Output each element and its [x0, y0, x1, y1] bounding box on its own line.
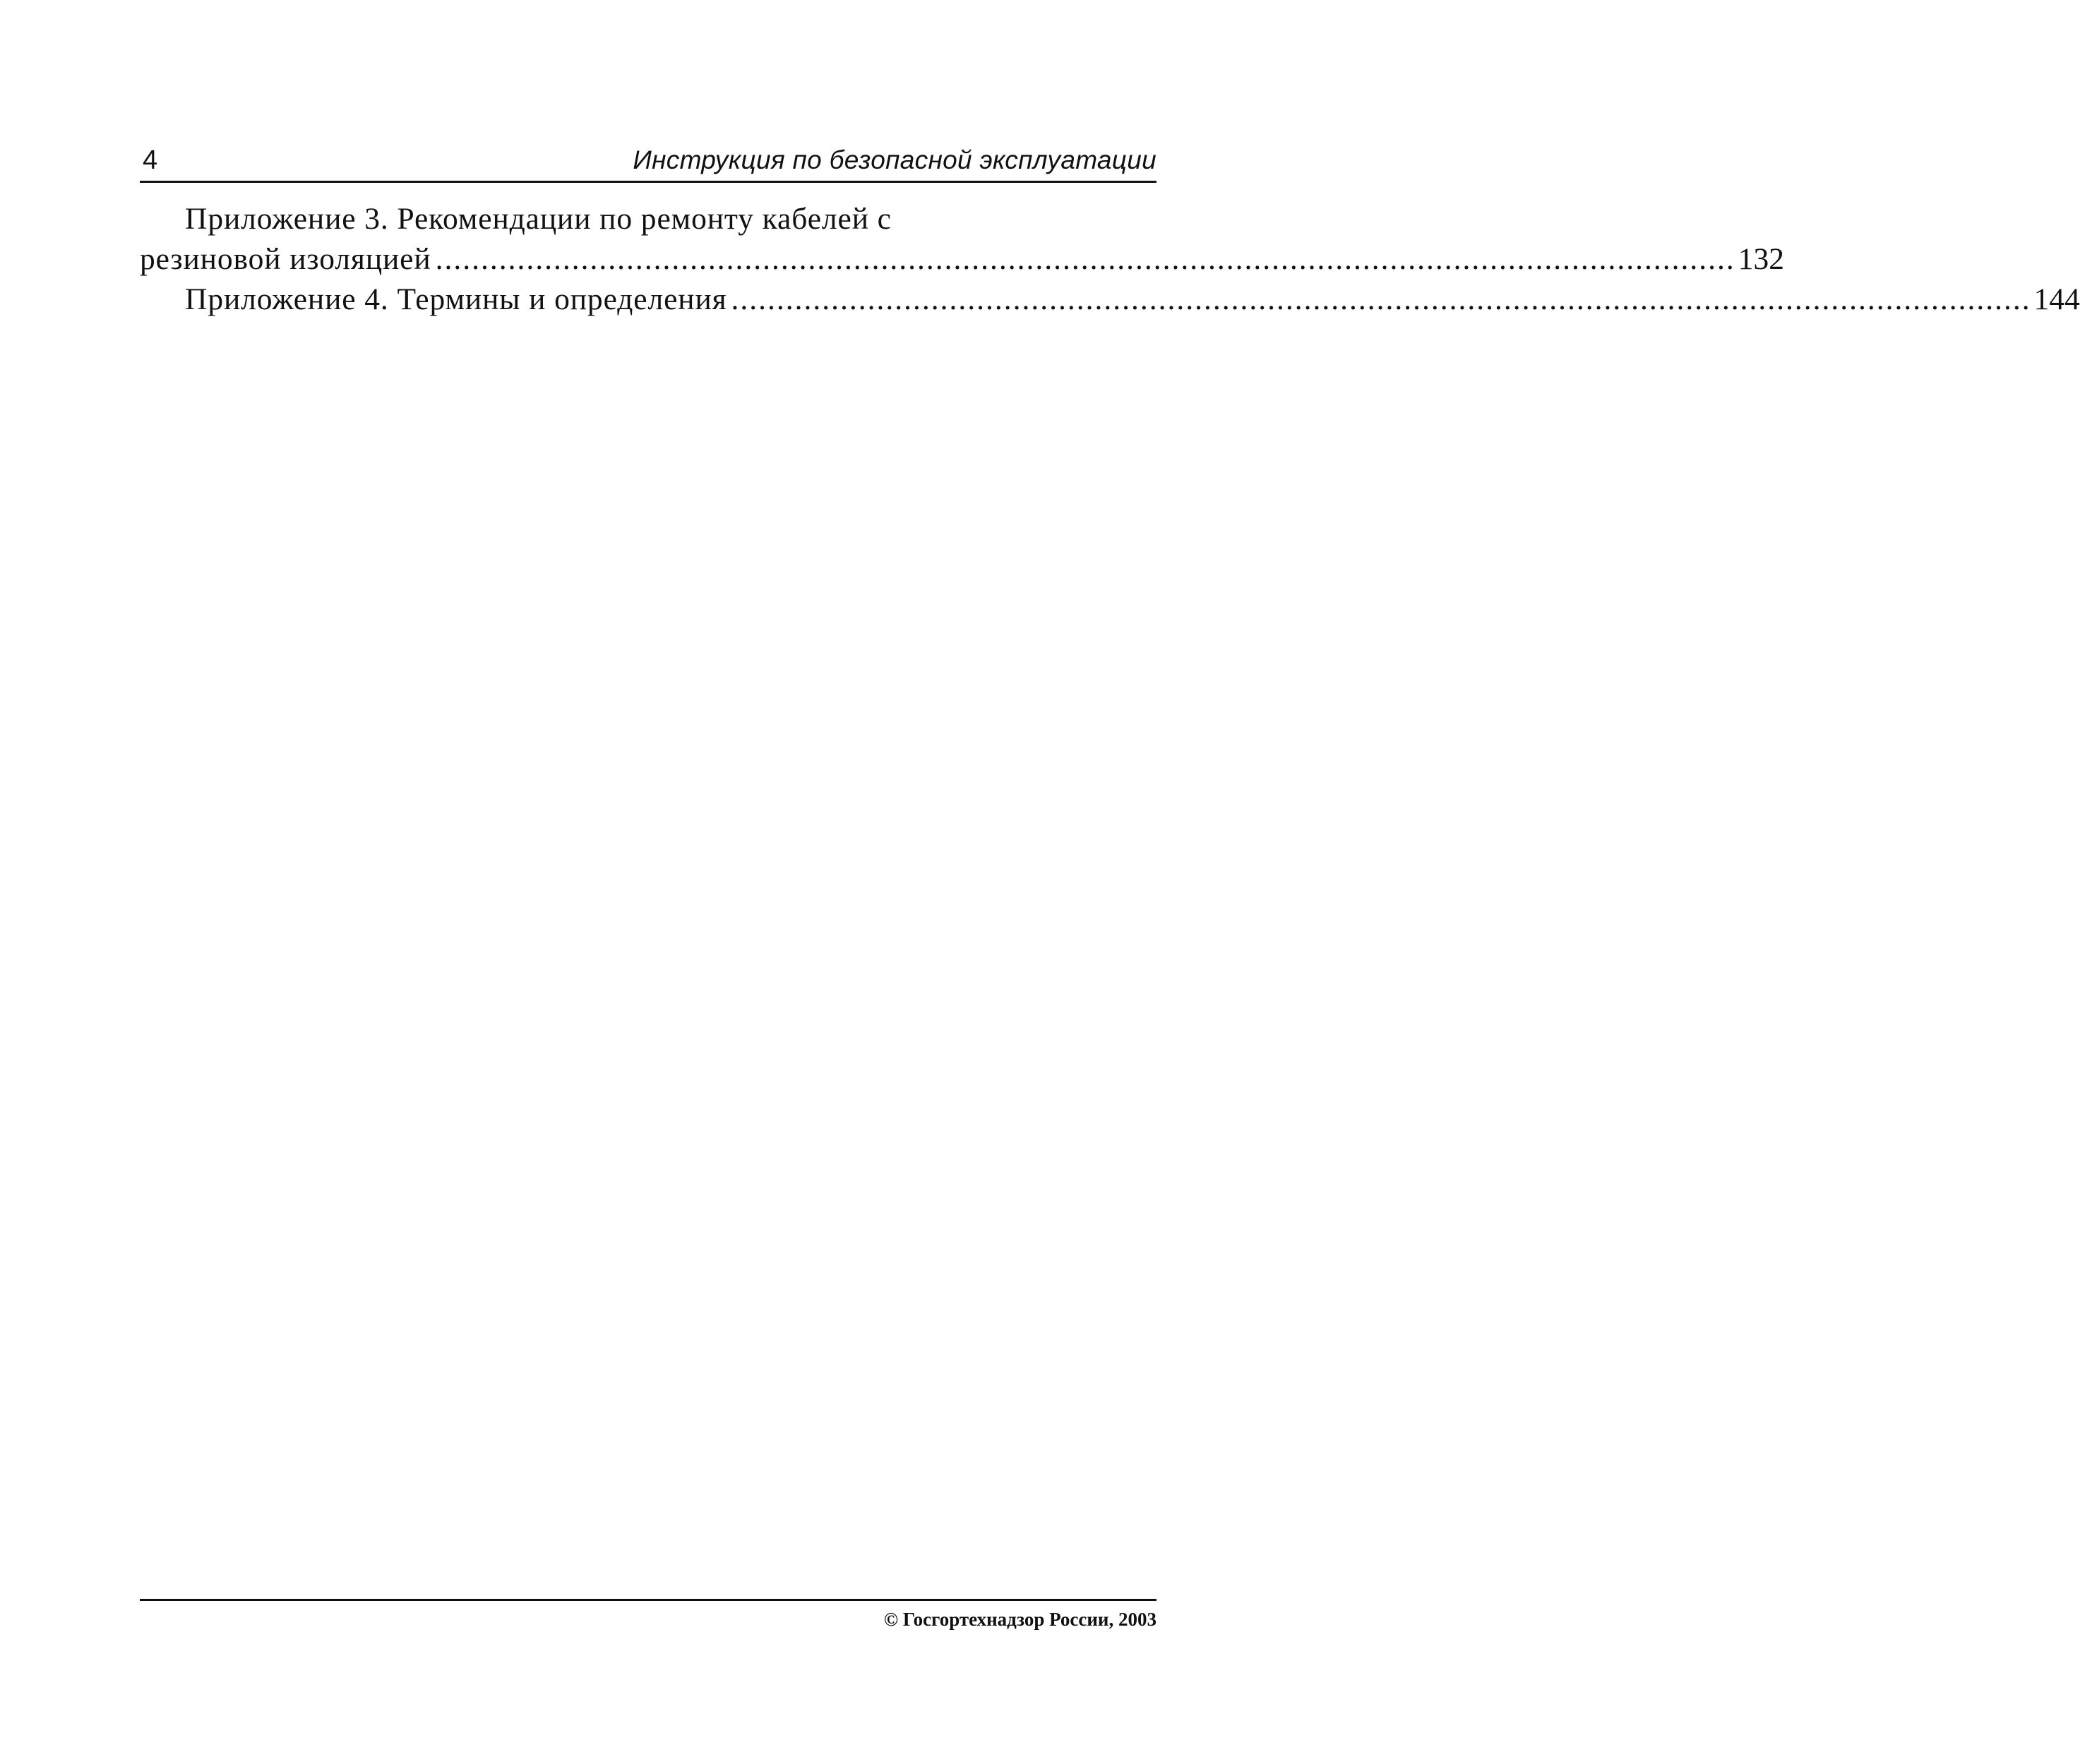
page-number: 4 [143, 145, 158, 175]
toc-entry-2 [140, 280, 2080, 320]
toc-entry-page: 132 [1738, 242, 1784, 276]
copyright-notice: © Госгортехнадзор России, 2003 [883, 1609, 1156, 1630]
header-divider [140, 181, 1156, 183]
toc-entry-title: Приложение 3. Рекомендации по ремонту кабелей с [185, 202, 892, 236]
running-title: Инструкция по безопасной эксплуатации [633, 145, 1156, 174]
toc-entry-title-continuation: резиновой изоляцией [140, 242, 431, 276]
toc-entry-page: 144 [2033, 282, 2080, 316]
toc-entry-title: Приложение 4. Термины и определения [185, 282, 727, 316]
toc-entry-1-last-line [140, 239, 1784, 280]
dot-leader: ............................................................................................................................................... [435, 242, 1735, 276]
footer-divider [140, 1599, 1156, 1601]
table-of-contents [140, 199, 2080, 320]
toc-entry-1-first-line [140, 199, 1156, 239]
running-header [140, 145, 1156, 181]
dot-leader: ............................................................................................................................................... [731, 282, 2031, 316]
